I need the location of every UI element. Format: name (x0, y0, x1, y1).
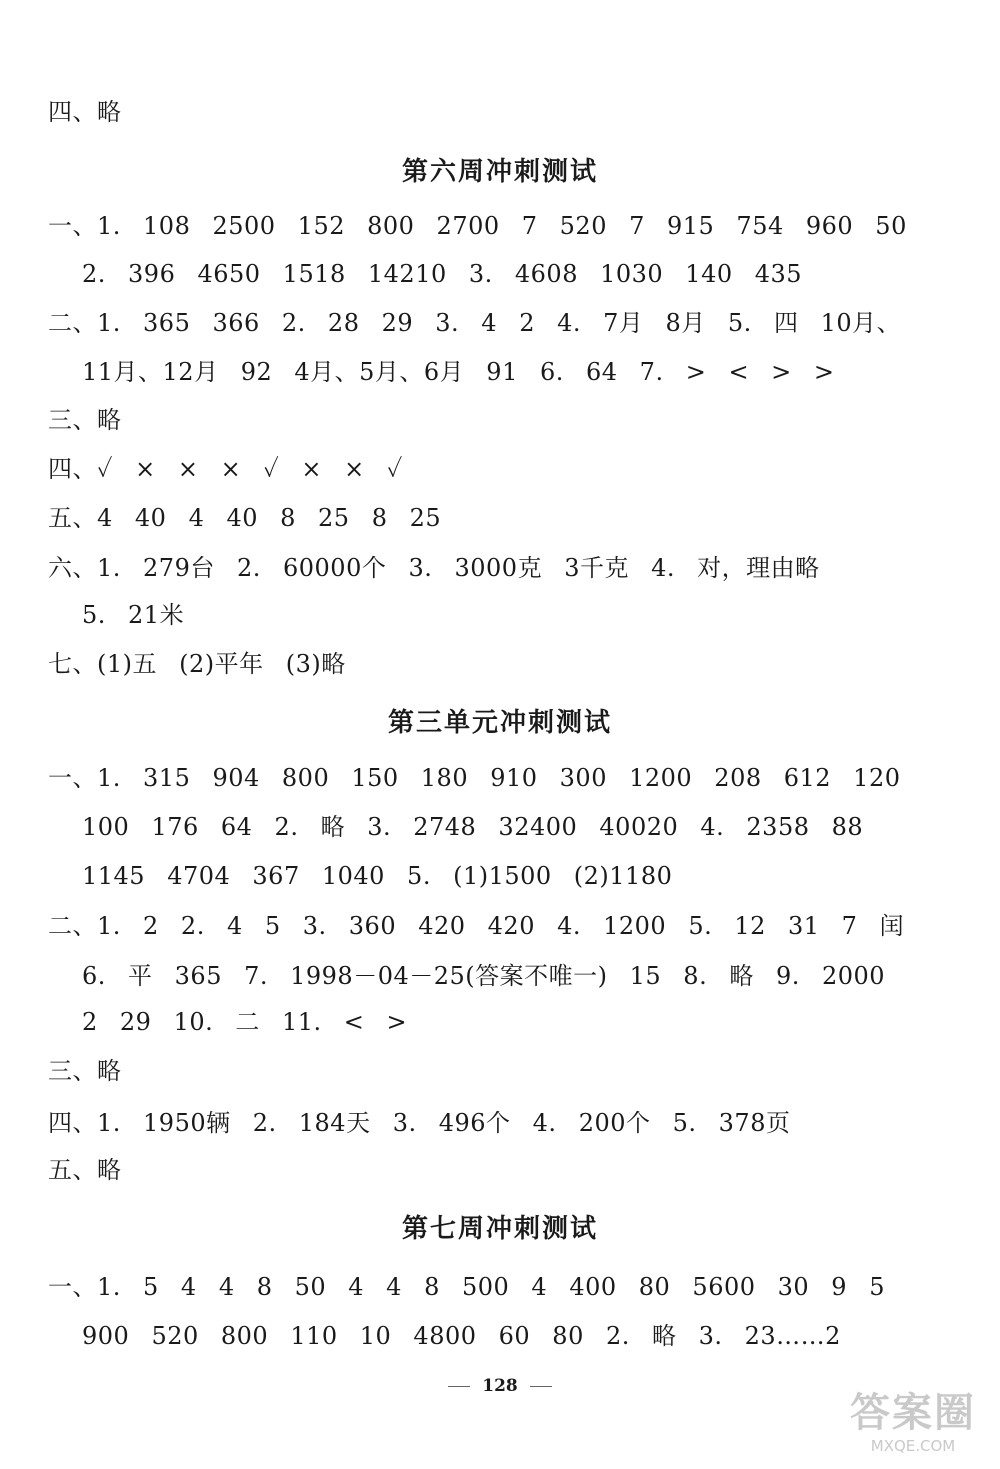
answer-line: 四、1. 1950辆 2. 184天 3. 496个 4. 200个 5. 378页 (48, 1109, 791, 1137)
answer-line: 二、1. 365 366 2. 28 29 3. 4 2 4. 7月 8月 5. 四 10月、 (48, 309, 902, 337)
answer-line: 三、略 (48, 1057, 122, 1085)
answer-line: 一、1. 315 904 800 150 180 910 300 1200 208 612 120 (48, 764, 901, 792)
answer-line: 一、1. 5 4 4 8 50 4 4 8 500 4 400 80 5600 30 9 5 (48, 1273, 885, 1301)
answer-line: 6. 平 365 7. 1998－04－25(答案不唯一) 15 8. 略 9. 2000 (82, 962, 886, 990)
answer-line: 六、1. 279台 2. 60000个 3. 3000克 3千克 4. 对，理由略 (48, 554, 820, 582)
answer-line: 900 520 800 110 10 4800 60 80 2. 略 3. 23……2 (82, 1322, 841, 1350)
answer-line: 四、✓ × × × ✓ × × ✓ (48, 455, 403, 483)
answer-line: 5. 21米 (82, 601, 185, 629)
answer-line: 五、4 40 4 40 8 25 8 25 (48, 504, 442, 532)
watermark-logo-text: 答案圈 (850, 1390, 976, 1436)
section-heading-unit3: 第三单元冲刺测试 (387, 708, 612, 738)
answer-line: 100 176 64 2. 略 3. 2748 32400 40020 4. 2358 88 (82, 813, 864, 841)
answer-line: 1145 4704 367 1040 5. (1)1500 (2)1180 (82, 862, 673, 890)
answer-line: 一、1. 108 2500 152 800 2700 7 520 7 915 754 960 50 (48, 212, 907, 240)
section-heading-week6: 第六周冲刺测试 (401, 157, 598, 187)
page-number: 128 (0, 1376, 1000, 1396)
answer-line: 三、略 (48, 406, 122, 434)
answer-line: 2 29 10. 二 11. < > (82, 1008, 408, 1036)
watermark-url: MXQE.COM (870, 1437, 956, 1455)
answer-line: 2. 396 4650 1518 14210 3. 4608 1030 140 435 (82, 260, 803, 288)
answer-line: 11月、12月 92 4月、5月、6月 91 6. 64 7. > < > > (82, 358, 835, 386)
answer-line: 四、略 (48, 98, 122, 126)
answer-line: 七、(1)五 (2)平年 (3)略 (48, 650, 346, 678)
answer-line: 二、1. 2 2. 4 5 3. 360 420 420 4. 1200 5. 12 31 7 闰 (48, 912, 905, 940)
watermark-logo (838, 1390, 988, 1466)
section-heading-week7: 第七周冲刺测试 (401, 1214, 598, 1244)
answer-line: 五、略 (48, 1156, 122, 1184)
